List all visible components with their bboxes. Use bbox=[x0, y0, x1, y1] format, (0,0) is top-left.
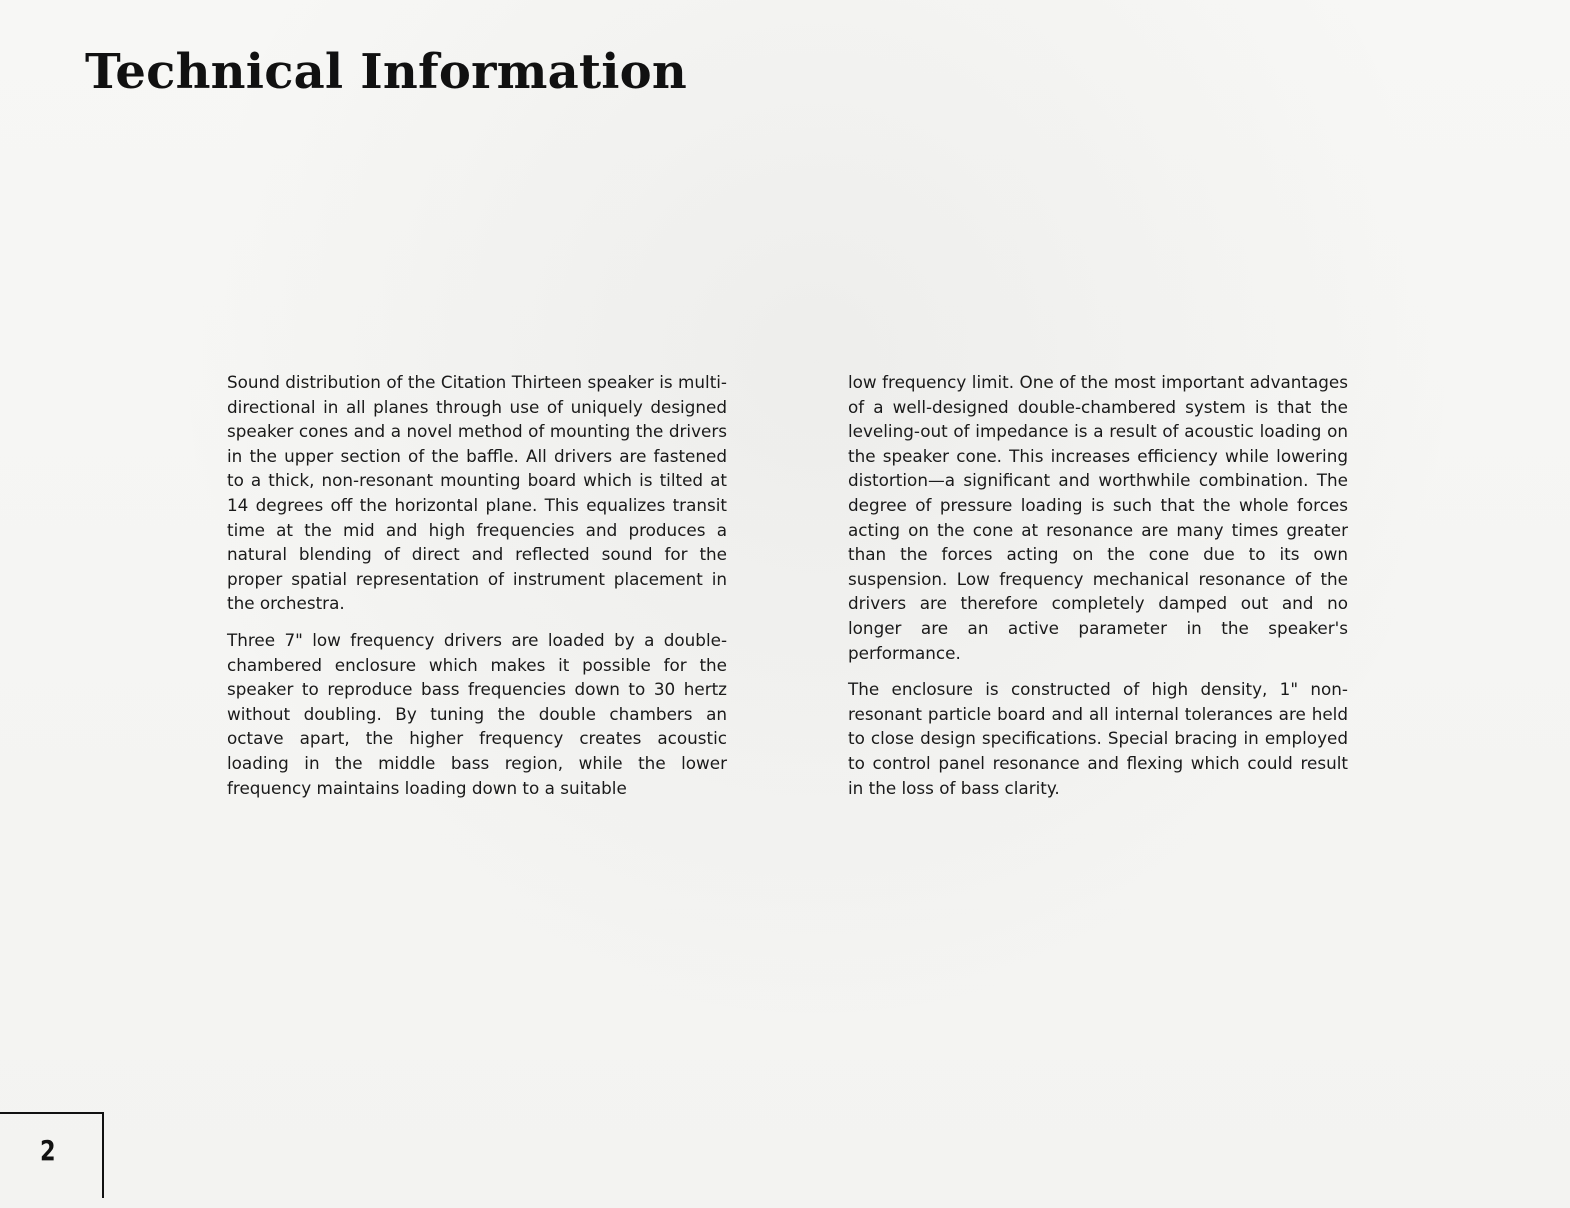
body-paragraph: The enclosure is constructed of high density, 1" non-resonant particle board and all internal tolerances are held to close design specifications. Special bracing in employed to control panel resonance and flexing which could result in the loss of bass clarity. bbox=[848, 679, 1348, 798]
body-paragraph: Three 7" low frequency drivers are loaded by a double-chambered enclosure which makes it possible for the speaker to reproduce bass frequencies down to 30 hertz without doubling. By tuning the double chambers an octave apart, the higher frequency creates acoustic loading in the middle bass region, while the lower frequency maintains loading down to a suitable bbox=[227, 629, 727, 798]
page-title: Technical Information bbox=[85, 44, 687, 100]
page-number: 2 bbox=[40, 1134, 56, 1167]
body-paragraph: low frequency limit. One of the most important advantages of a well-designed double-chambered system is that the leveling-out of impedance is a result of acoustic loading on the speaker cone. This increases efficiency while lowering distortion—a significant and worthwhile combination. The degree of pressure loading is such that the whole forces acting on the cone at resonance are many times greater than the forces acting on the cone due to its own suspension. Low frequency mechanical resonance of the drivers are therefore completely damped out and no longer are an active parameter in the speaker's performance. bbox=[848, 372, 1348, 663]
body-paragraph: Sound distribution of the Citation Thirteen speaker is multi-directional in all planes through use of uniquely designed speaker cones and a novel method of mounting the drivers in the upper section of the baffle. All drivers are fastened to a thick, non-resonant mounting board which is tilted at 14 degrees off the horizontal plane. This equalizes transit time at the mid and high frequencies and produces a natural blending of direct and reflected sound for the proper spatial representation of instrument placement in the orchestra. bbox=[227, 372, 727, 614]
left-text-column bbox=[227, 370, 727, 812]
right-text-column bbox=[848, 370, 1348, 812]
